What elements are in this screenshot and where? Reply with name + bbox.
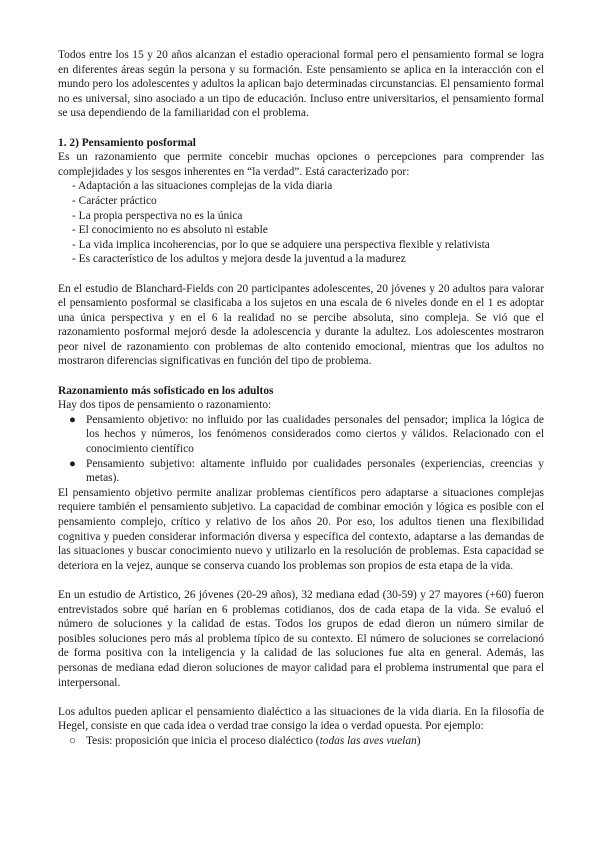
intro-paragraph: Todos entre los 15 y 20 años alcanzan el estadio operacional formal pero el pensamiento formal se logra en diferentes áreas según la persona y su formación. Este pensamiento se aplica en la interacción con el mundo pero los adolescentes y adultos la aplican bajo determinadas circunstancias. El pensamiento formal no es universal, sino asociado a un tipo de educación. Incluso entre universitarios, el pensamiento formal se usa dependiendo de la familiaridad con el problema. <box>58 49 544 120</box>
posformal-characteristics-list <box>58 179 544 267</box>
list-item: - La propia perspectiva no es la única <box>72 209 544 224</box>
list-item-text: Tesis: proposición que inicia el proceso dialéctico ( <box>86 734 320 747</box>
document-page <box>58 48 544 749</box>
circle-bullet-icon: ○ <box>69 734 76 747</box>
list-item-close: ) <box>416 734 421 747</box>
objective-thinking-paragraph: El pensamiento objetivo permite analizar problemas científicos pero adaptarse a situaciones complejas requiere también el pensamiento subjetivo. La capacidad de combinar emoción y lógica es posible con el pensamiento complejo, crítico y relativo de los años 20. Por eso, los adultos tienen una flexibilidad cognitiva y pueden considerar información diversa y específica del contexto, adaptarse a las demandas de las situaciones y buscar conocimiento nuevo y utilizarlo en la resolución de problemas. Esta capacidad se deteriora en la vejez, aunque se conserva cuando los problemas son propios de esta etapa de la vida. <box>58 486 544 572</box>
list-item-text: Pensamiento objetivo: no influido por las cualidades personales del pensador; implica la lógica de los hechos y números, los fenómenos considerados como ciertos y válidos. Relacionado con el conocimiento científico <box>86 413 544 456</box>
list-item <box>69 413 544 457</box>
section-heading-posformal: 1. 2) Pensamiento posformal <box>58 136 196 149</box>
artistico-study-paragraph: En un estudio de Artistico, 26 jóvenes (20-29 años), 32 mediana edad (30-59) y 27 mayores (+60) fueron entrevistados sobre qué harían en 6 problemas cotidianos, dos de cada etapa de la vida. Se evaluó el número de soluciones y la calidad de estas. Todos los grupos de edad dieron un número similar de posibles soluciones pero más al problema típico de su contexto. El número de soluciones se correlacionó de forma positiva con la inteligencia y la calidad de las soluciones fue alta en general. Además, las personas de mediana edad dieron soluciones de mayor calidad para el problema instrumental que para el interpersonal. <box>58 588 544 689</box>
blanchard-fields-study-paragraph: En el estudio de Blanchard-Fields con 20 participantes adolescentes, 20 jóvenes y 20 adultos para valorar el pensamiento posformal se clasificaba a los sujetos en una escala de 6 niveles donde en el 1 es adoptar una única perspectiva y en el 6 la realidad no se percibe absoluta, sino compleja. Se vió que el razonamiento posformal mejoró desde la adolescencia y durante la adultez. Los adolescentes mostraron peor nivel de razonamiento con problemas de alto contenido emocional, mientras que los adultos no mostraron diferencias significativas en función del tipo de problema. <box>58 282 544 368</box>
list-item: - La vida implica incoherencias, por lo que se adquiere una perspectiva flexible y relativista <box>72 238 544 253</box>
list-item: - El conocimiento no es absoluto ni estable <box>72 223 544 238</box>
section-heading-adult-reasoning: Razonamiento más sofisticado en los adultos <box>58 384 274 397</box>
list-item-text: Pensamiento subjetivo: altamente influido por cualidades personales (experiencias, creencias y metas). <box>86 457 544 485</box>
list-item: - Adaptación a las situaciones complejas de la vida diaria <box>72 179 544 194</box>
bullet-icon: ● <box>69 457 76 470</box>
bullet-icon: ● <box>69 413 76 426</box>
list-item <box>69 457 544 486</box>
reasoning-types-list <box>58 413 544 486</box>
reasoning-types-intro: Hay dos tipos de pensamiento o razonamiento: <box>58 399 272 412</box>
list-item <box>69 734 544 749</box>
dialectic-examples-list <box>58 734 544 749</box>
list-item: - Es característico de los adultos y mejora desde la juventud a la madurez <box>72 252 544 267</box>
list-item: - Carácter práctico <box>72 194 544 209</box>
posformal-intro: Es un razonamiento que permite concebir muchas opciones o percepciones para comprender las complejidades y los sesgos inherentes en “la verdad”. Está caracterizado por: <box>58 151 544 178</box>
example-italic: todas las aves vuelan <box>319 734 417 747</box>
dialectic-thinking-paragraph: Los adultos pueden aplicar el pensamiento dialéctico a las situaciones de la vida diaria. En la filosofía de Hegel, consiste en que cada idea o verdad trae consigo la idea o verdad opuesta. Por ejemplo: <box>58 705 544 733</box>
